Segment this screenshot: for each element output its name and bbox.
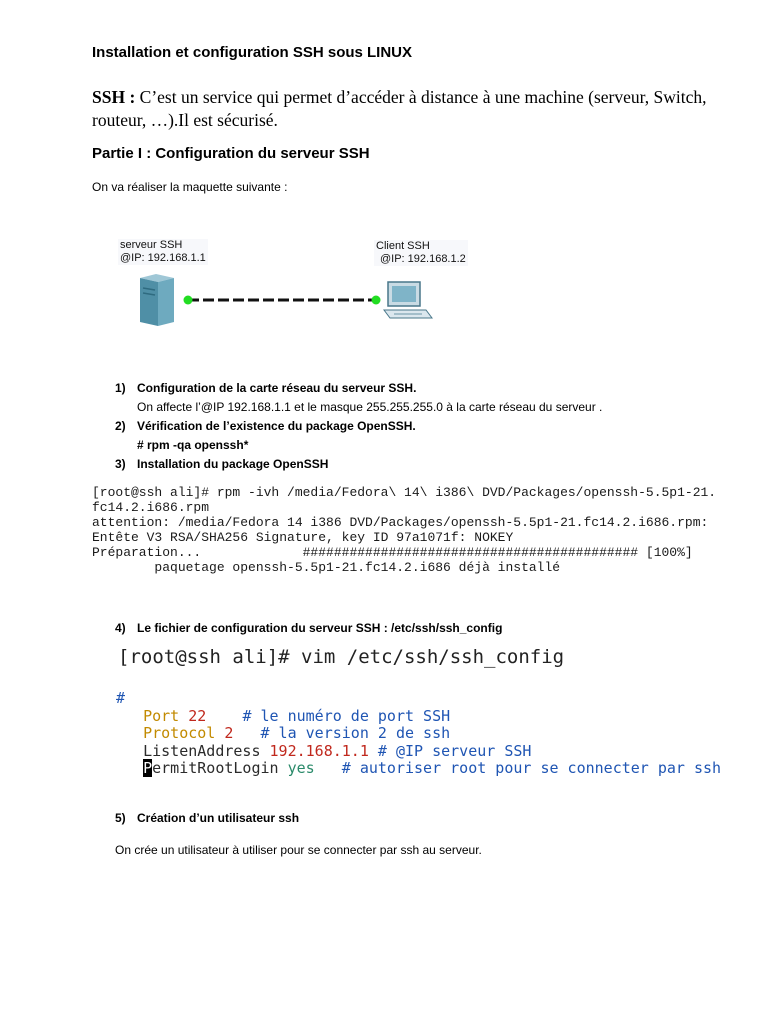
vim-cursor: P bbox=[143, 759, 153, 778]
ssh-definition-text: C’est un service qui permet d’accéder à distance à une machine (serveur, Switch, routeur, …).Il est sécurisé. bbox=[92, 87, 707, 130]
console-line: Préparation... ########################################### [100%] bbox=[92, 545, 693, 560]
config-hash: # bbox=[116, 689, 126, 707]
config-value: yes bbox=[287, 759, 315, 778]
config-key: ermitRootLogin bbox=[152, 759, 279, 778]
console-line: fc14.2.i686.rpm bbox=[92, 500, 210, 515]
step-1: 1) Configuration de la carte réseau du serveur SSH. bbox=[115, 381, 417, 395]
config-comment: # le numéro de port SSH bbox=[242, 706, 451, 725]
ssh-definition bbox=[92, 86, 712, 132]
server-port bbox=[184, 296, 193, 305]
step-2-command: # rpm -qa openssh* bbox=[137, 438, 249, 452]
config-key: Protocol bbox=[143, 724, 216, 743]
client-pc-icon bbox=[384, 282, 432, 318]
part-1-lead: On va réaliser la maquette suivante : bbox=[92, 180, 288, 194]
final-paragraph: On crée un utilisateur à utiliser pour se connecter par ssh au serveur. bbox=[115, 843, 482, 857]
part-1-heading: Partie I : Configuration du serveur SSH bbox=[92, 145, 370, 162]
config-comment: # la version 2 de ssh bbox=[260, 724, 451, 743]
client-name: Client SSH bbox=[376, 240, 430, 252]
config-comment: # @IP serveur SSH bbox=[377, 741, 532, 760]
config-value: 192.168.1.1 bbox=[269, 741, 369, 760]
config-comment: # autoriser root pour se connecter par ssh bbox=[341, 759, 722, 778]
client-port bbox=[372, 296, 381, 305]
vim-command: [root@ssh ali]# vim /etc/ssh/ssh_config bbox=[118, 646, 565, 668]
steps-list bbox=[115, 379, 602, 474]
console-output bbox=[92, 485, 716, 575]
config-value: 22 bbox=[188, 706, 207, 725]
step-1-detail: On affecte l’@IP 192.168.1.1 et le masque 255.255.255.0 à la carte réseau du serveur . bbox=[137, 400, 603, 414]
console-line: Entête V3 RSA/SHA256 Signature, key ID 97a1071f: NOKEY bbox=[92, 530, 514, 545]
config-key: Port bbox=[143, 706, 180, 725]
server-name: serveur SSH bbox=[120, 239, 183, 251]
config-value: 2 bbox=[224, 724, 234, 743]
step-4: 4) Le fichier de configuration du serveur SSH : /etc/ssh/ssh_config bbox=[115, 621, 503, 635]
step-2: 2) Vérification de l’existence du package OpenSSH. bbox=[115, 419, 416, 433]
config-key: ListenAddress bbox=[143, 741, 261, 760]
client-label bbox=[374, 240, 468, 266]
server-label bbox=[118, 239, 208, 265]
console-line: [root@ssh ali]# rpm -ivh /media/Fedora\ 14\ i386\ DVD/Packages/openssh-5.5p1-21. bbox=[92, 485, 717, 500]
ssh-config-listing bbox=[116, 690, 721, 778]
ssh-term: SSH : bbox=[92, 87, 136, 107]
step-3: 3) Installation du package OpenSSH bbox=[115, 457, 329, 471]
step-5: 5) Création d’un utilisateur ssh bbox=[115, 811, 300, 825]
console-line: paquetage openssh-5.5p1-21.fc14.2.i686 déjà installé bbox=[92, 560, 561, 575]
document-title: Installation et configuration SSH sous LINUX bbox=[92, 44, 413, 61]
server-icon bbox=[140, 274, 174, 326]
server-ip: @IP: 192.168.1.1 bbox=[120, 252, 206, 264]
client-ip: @IP: 192.168.1.2 bbox=[380, 253, 466, 265]
console-line: attention: /media/Fedora 14 i386 DVD/Packages/openssh-5.5p1-21.fc14.2.i686.rpm: bbox=[92, 515, 709, 530]
